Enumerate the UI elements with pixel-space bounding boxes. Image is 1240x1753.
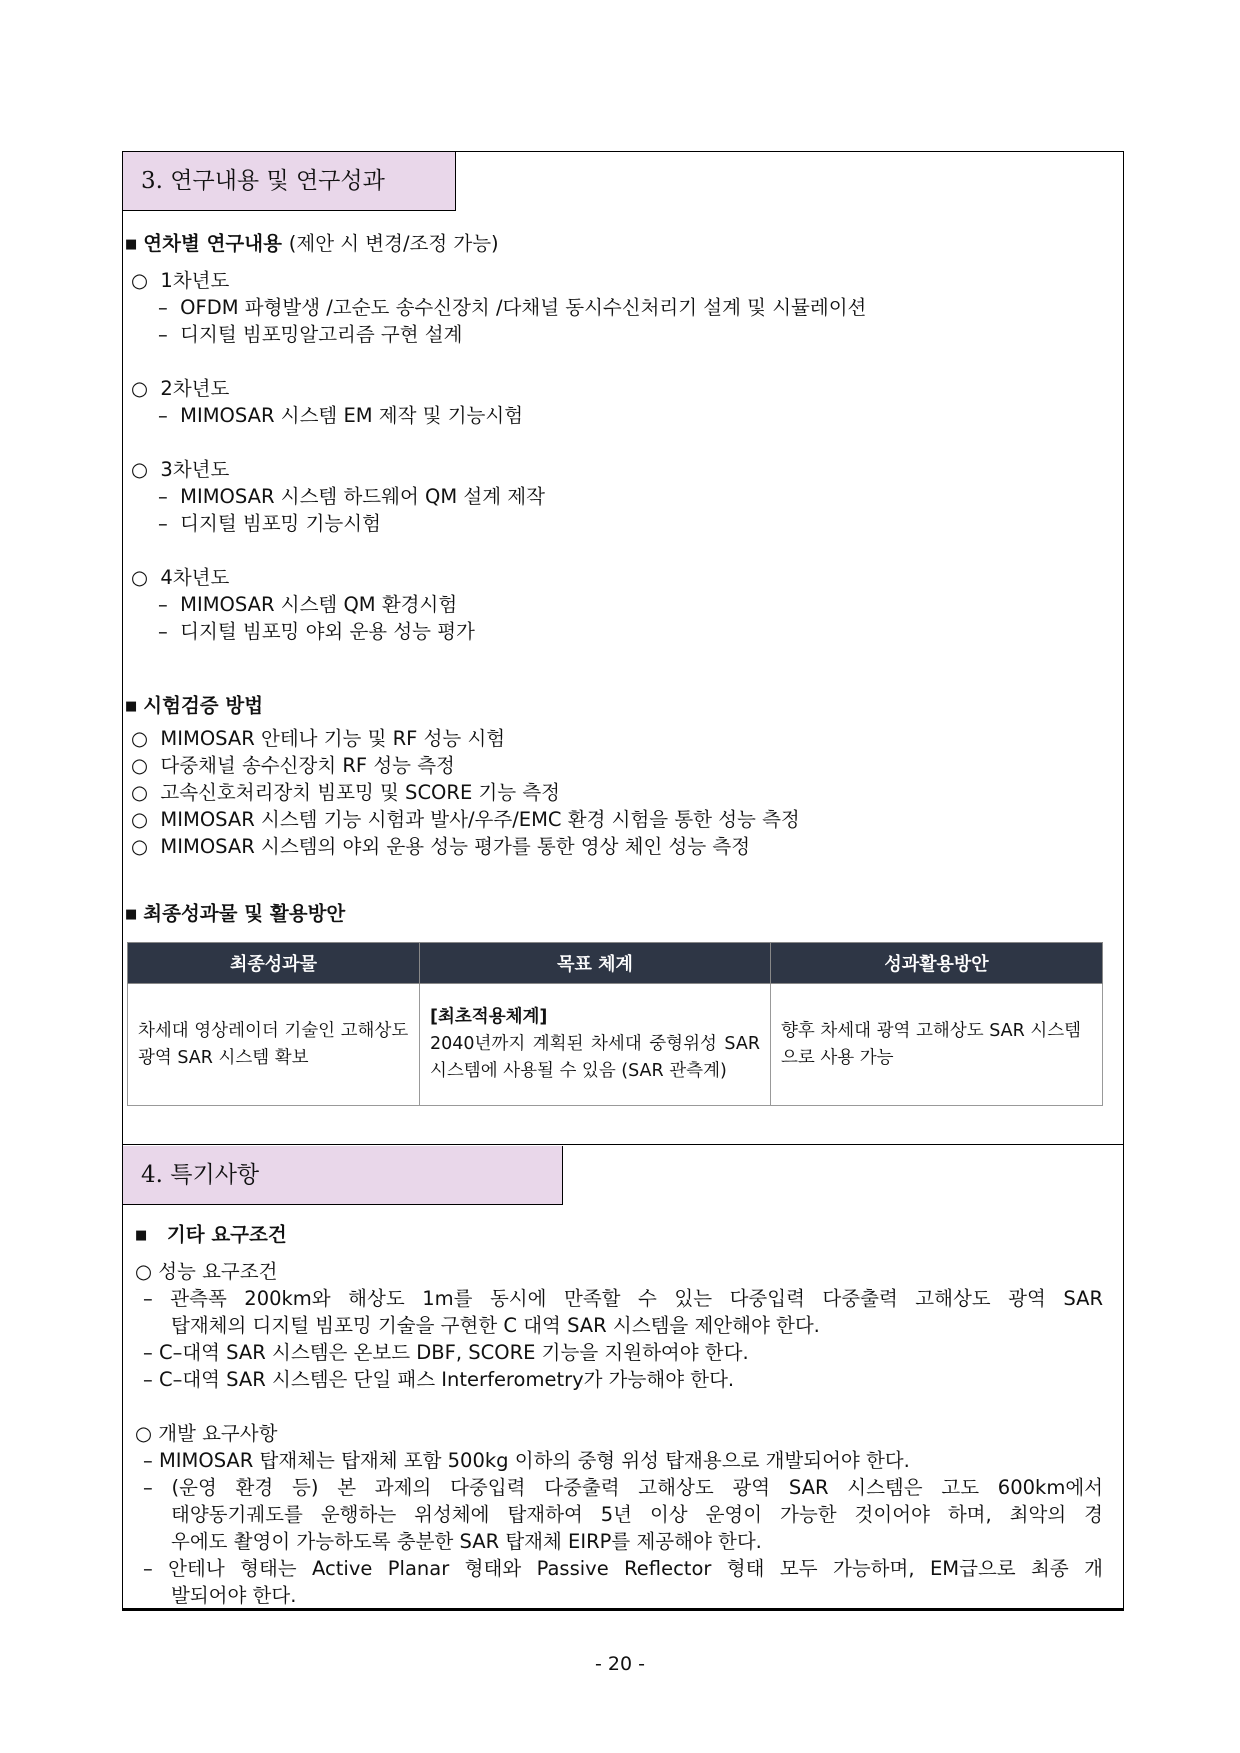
yearly-heading	[125, 230, 499, 258]
perf-label: ○ 성능 요구조건	[135, 1260, 278, 1283]
section4-title: 4. 특기사항	[123, 1146, 563, 1205]
square-bullet-icon: ■	[125, 907, 138, 922]
year3-item: – MIMOSAR 시스템 하드웨어 QM 설계 제작	[158, 485, 545, 508]
perf-line: 탑재체의 디지털 빔포밍 기술을 구현한 C 대역 SAR 시스템을 제안해야 한다.	[171, 1314, 820, 1337]
results-header-cell: 목표 체계	[420, 943, 771, 984]
results-cell-target	[420, 984, 771, 1106]
results-header-row	[128, 943, 1103, 984]
perf-line: – C–대역 SAR 시스템은 단일 패스 Interferometry가 가능해야 한다.	[143, 1368, 735, 1391]
target-system-title: [최초적용체계]	[430, 1007, 548, 1027]
year1-item: – OFDM 파형발생 /고순도 송수신장치 /다채널 동시수신처리기 설계 및 시뮬레이션	[158, 296, 867, 319]
dev-line: 우에도 촬영이 가능하도록 충분한 SAR 탑재체 EIRP를 제공해야 한다.	[171, 1530, 762, 1553]
year2-item: – MIMOSAR 시스템 EM 제작 및 기능시험	[158, 404, 524, 427]
section3-title: 3. 연구내용 및 연구성과	[123, 152, 456, 211]
page-number: - 20 -	[595, 1653, 645, 1675]
results-heading: ■ 최종성과물 및 활용방안	[125, 902, 346, 925]
section-divider	[123, 1144, 1123, 1145]
verification-item: ○ MIMOSAR 시스템의 야외 운용 성능 평가를 통한 영상 체인 성능 측정	[131, 835, 751, 858]
results-header-cell: 최종성과물	[128, 943, 420, 984]
verification-heading: ■ 시험검증 방법	[125, 694, 264, 717]
perf-line: – 관측폭 200km와 해상도 1m를 동시에 만족할 수 있는 다중입력 다중출력 고해상도 광역 SAR	[143, 1287, 1103, 1310]
square-bullet-icon: ■	[125, 237, 138, 252]
year4-item: – 디지털 빔포밍 야외 운용 성능 평가	[158, 620, 475, 643]
dev-line: – 안테나 형태는 Active Planar 형태와 Passive Reflector 형태 모두 가능하며, EM급으로 최종 개	[143, 1557, 1103, 1580]
year2-label: ○ 2차년도	[131, 377, 230, 400]
year3-item: – 디지털 빔포밍 기능시험	[158, 512, 381, 535]
dev-line: 발되어야 한다.	[171, 1584, 297, 1607]
yearly-heading-text: 연차별 연구내용	[143, 232, 282, 255]
dev-label: ○ 개발 요구사항	[135, 1422, 278, 1445]
dev-line: – (운영 환경 등) 본 과제의 다중입력 다중출력 고해상도 광역 SAR 시스템은 고도 600km에서	[143, 1476, 1103, 1499]
results-table	[127, 942, 1103, 1106]
year1-label: ○ 1차년도	[131, 269, 230, 292]
year4-item: – MIMOSAR 시스템 QM 환경시험	[158, 593, 458, 616]
table-row	[128, 984, 1103, 1106]
verification-item: ○ MIMOSAR 시스템 기능 시험과 발사/우주/EMC 환경 시험을 통한 성능 측정	[131, 808, 800, 831]
dev-line: – MIMOSAR 탑재체는 탑재체 포함 500kg 이하의 중형 위성 탑재용으로 개발되어야 한다.	[143, 1449, 910, 1472]
requirements-heading: ■ 기타 요구조건	[135, 1223, 287, 1246]
results-cell-output: 차세대 영상레이더 기술인 고해상도 광역 SAR 시스템 확보	[128, 984, 420, 1106]
year3-label: ○ 3차년도	[131, 458, 230, 481]
square-bullet-icon: ■	[125, 699, 138, 714]
perf-line: – C–대역 SAR 시스템은 온보드 DBF, SCORE 기능을 지원하여야 한다.	[143, 1341, 749, 1364]
year1-item: – 디지털 빔포밍알고리즘 구현 설계	[158, 323, 463, 346]
verification-item: ○ 고속신호처리장치 빔포밍 및 SCORE 기능 측정	[131, 781, 561, 804]
verification-item: ○ MIMOSAR 안테나 기능 및 RF 성능 시험	[131, 727, 506, 750]
year4-label: ○ 4차년도	[131, 566, 230, 589]
target-system-text: 2040년까지 계획된 차세대 중형위성 SAR 시스템에 사용될 수 있음 (SAR 관측계)	[430, 1034, 760, 1081]
square-bullet-icon: ■	[135, 1228, 148, 1243]
results-cell-usage: 향후 차세대 광역 고해상도 SAR 시스템으로 사용 가능	[771, 984, 1103, 1106]
results-header-cell: 성과활용방안	[771, 943, 1103, 984]
verification-item: ○ 다중채널 송수신장치 RF 성능 측정	[131, 754, 455, 777]
document-frame	[122, 151, 1124, 1611]
yearly-note: (제안 시 변경/조정 가능)	[288, 232, 499, 255]
dev-line: 태양동기궤도를 운행하는 위성체에 탑재하여 5년 이상 운영이 가능한 것이어야 하며, 최악의 경	[171, 1503, 1103, 1526]
